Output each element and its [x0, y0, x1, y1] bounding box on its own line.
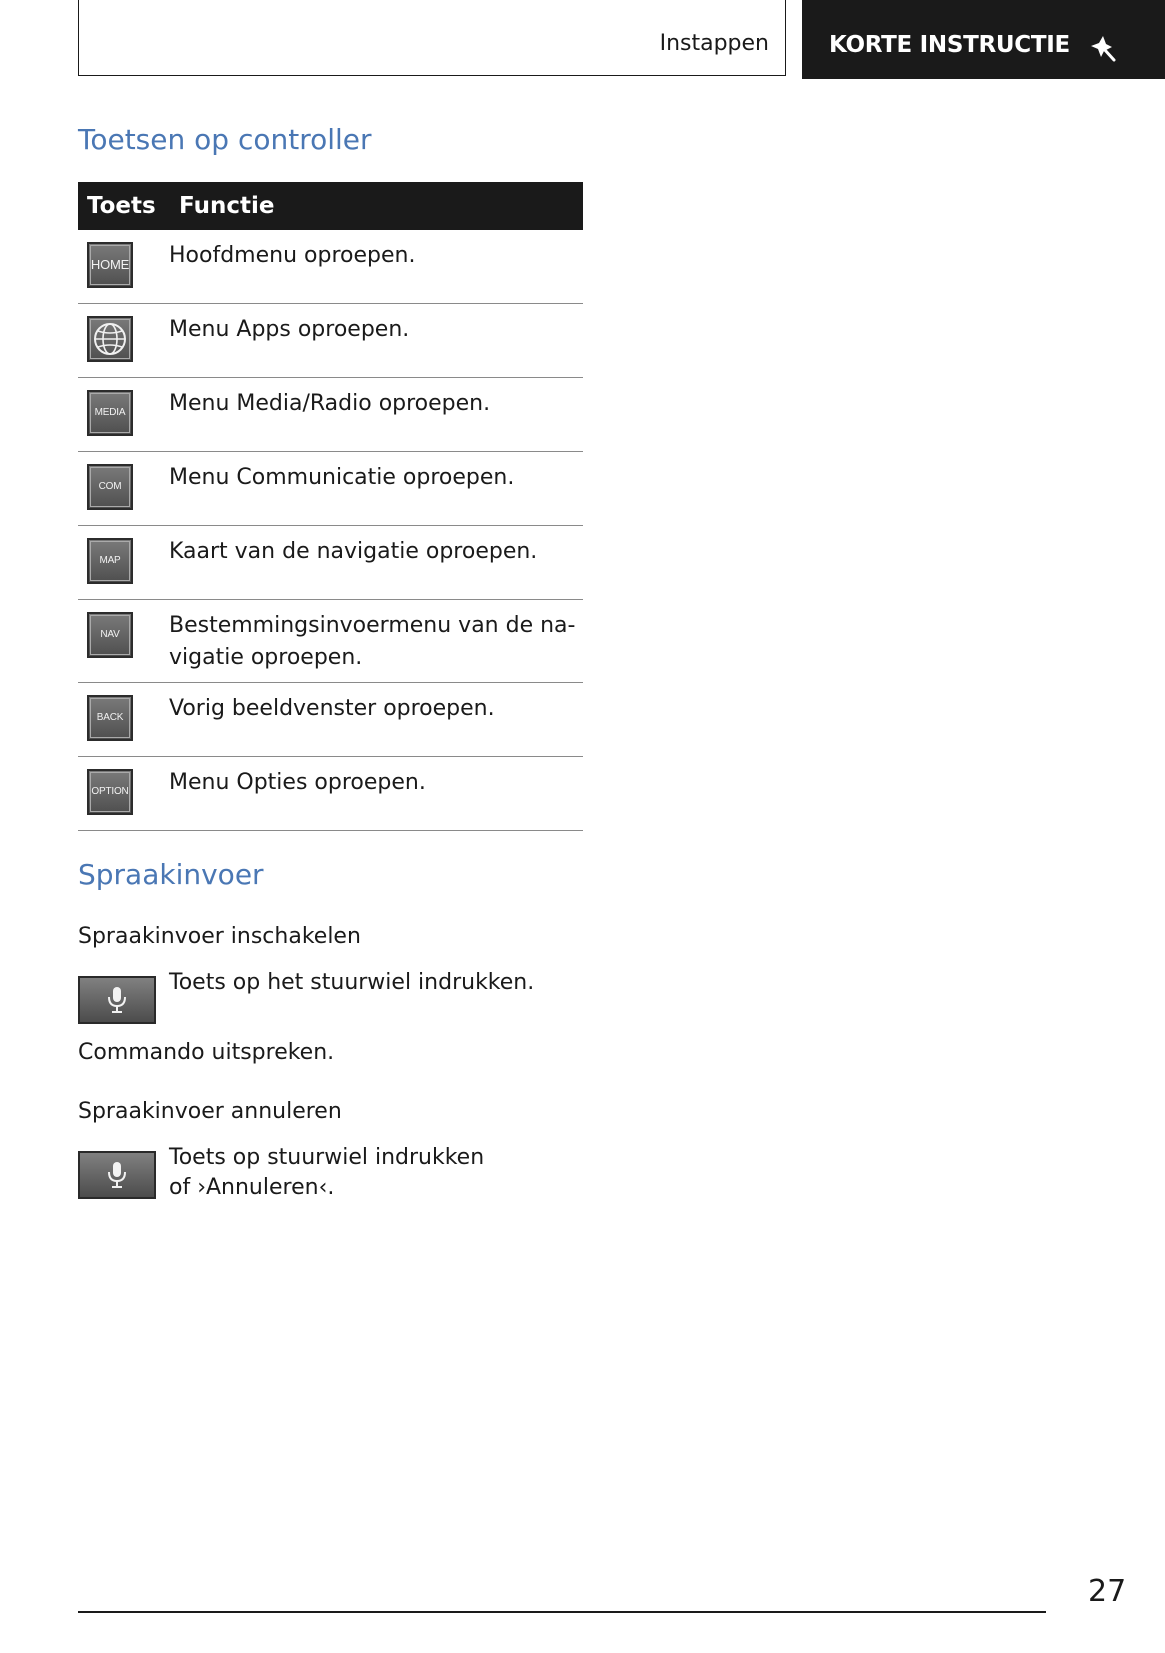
- controller-keys-table: [78, 182, 583, 831]
- function-text: Menu Opties oproepen.: [169, 757, 583, 831]
- com-key-icon: COM: [87, 464, 133, 510]
- section-title-controller: Toetsen op controller: [78, 123, 372, 156]
- footer-rule: [78, 1611, 1046, 1613]
- table-header-row: [78, 182, 583, 230]
- globe-key-icon: [87, 316, 133, 362]
- function-text: Menu Media/Radio oproepen.: [169, 378, 583, 452]
- function-text: Vorig beeldvenster oproepen.: [169, 683, 583, 757]
- function-text: Menu Apps oproepen.: [169, 304, 583, 378]
- table-row: [78, 526, 583, 600]
- enable-step-text: Toets op het stuurwiel indrukken.: [169, 970, 535, 995]
- chapter-tab-label: KORTE INSTRUCTIE: [829, 32, 1070, 58]
- table-row: [78, 304, 583, 378]
- function-text: Bestemmingsinvoermenu van de na- vigatie oproepen.: [169, 600, 583, 683]
- page-number: 27: [1088, 1574, 1127, 1609]
- media-key-icon: MEDIA: [87, 390, 133, 436]
- table-row: [78, 683, 583, 757]
- cancel-step-text: [169, 1143, 484, 1203]
- back-key-icon: BACK: [87, 695, 133, 741]
- cancel-step-line-2: of ›Annuleren‹.: [169, 1175, 335, 1200]
- table-row: [78, 378, 583, 452]
- microphone-icon: [78, 1151, 156, 1199]
- section-title-voice: Spraakinvoer: [78, 858, 264, 891]
- table-row: [78, 600, 583, 683]
- chapter-tab: [802, 0, 1165, 79]
- nav-key-icon: NAV: [87, 612, 133, 658]
- column-header-key: Toets: [78, 182, 169, 230]
- function-text: Kaart van de navigatie oproepen.: [169, 526, 583, 600]
- function-text: Hoofdmenu oproepen.: [169, 230, 583, 304]
- subheading-cancel-voice: Spraakinvoer annuleren: [78, 1099, 342, 1124]
- home-key-icon: HOME: [87, 242, 133, 288]
- running-header: [78, 0, 786, 76]
- header-section-label: Instappen: [659, 31, 769, 56]
- function-text: Menu Communicatie oproepen.: [169, 452, 583, 526]
- subheading-enable-voice: Spraakinvoer inschakelen: [78, 924, 361, 949]
- column-header-function: Functie: [169, 182, 583, 230]
- pushpin-icon: [1088, 33, 1118, 67]
- table-row: [78, 230, 583, 304]
- cancel-step-line-1: Toets op stuurwiel indrukken: [169, 1145, 485, 1170]
- microphone-icon: [78, 976, 156, 1024]
- map-key-icon: MAP: [87, 538, 133, 584]
- table-row: [78, 757, 583, 831]
- option-key-icon: OPTION: [87, 769, 133, 815]
- table-row: [78, 452, 583, 526]
- enable-note-text: Commando uitspreken.: [78, 1040, 335, 1065]
